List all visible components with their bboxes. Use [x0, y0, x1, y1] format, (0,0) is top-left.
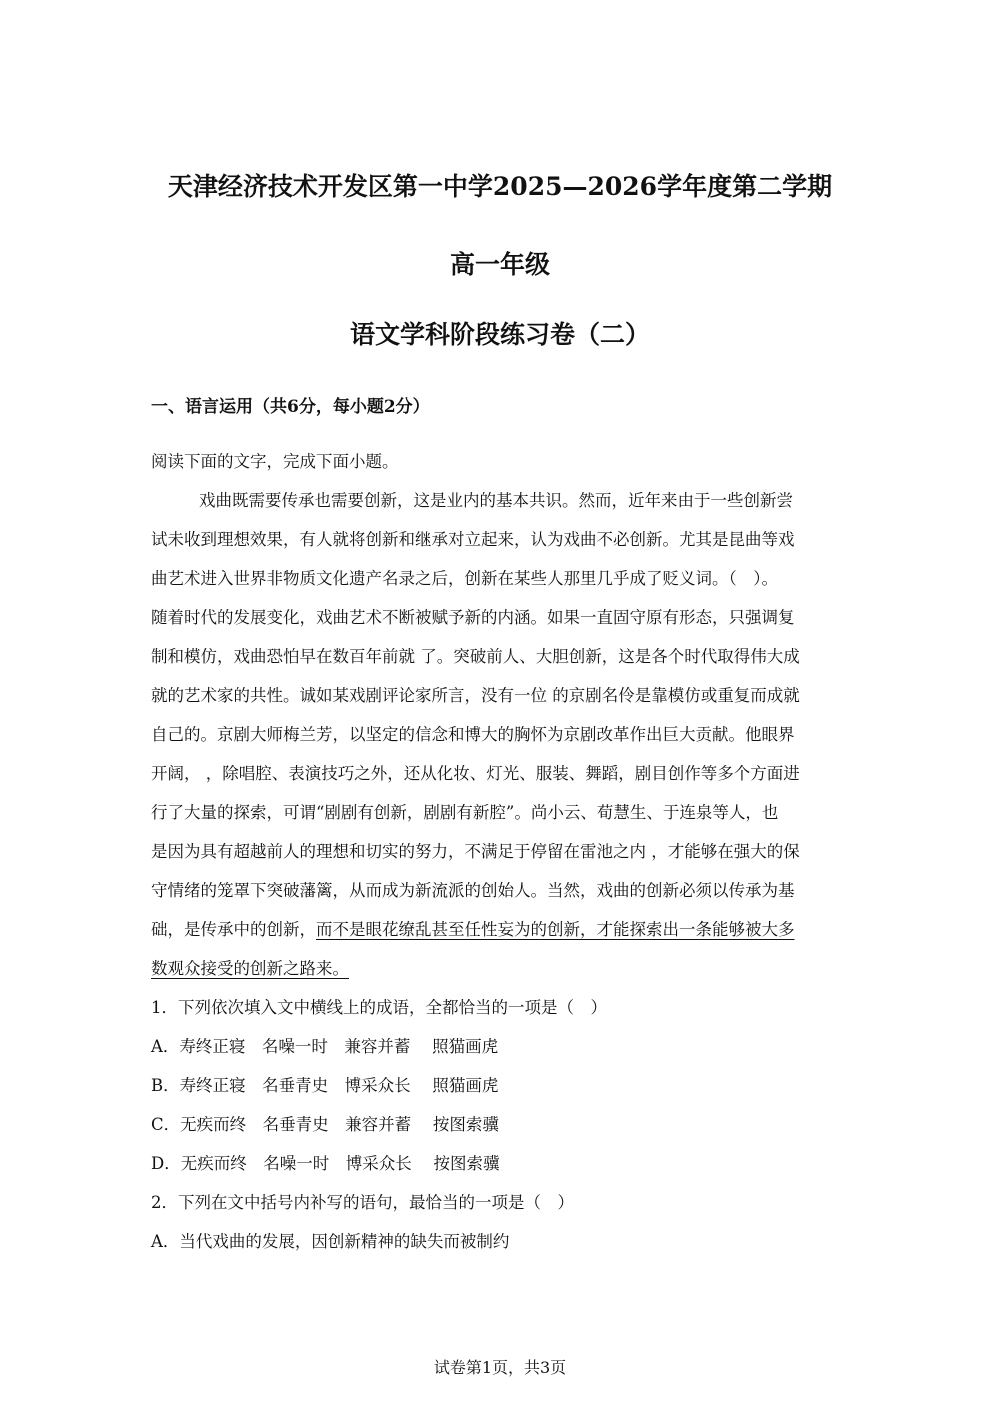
underlined-sentence: 数观众接受的创新之路来。 [151, 959, 349, 978]
question-1-option-c: C．无疾而终 名垂青史 兼容并蓄 按图索骥 [151, 1115, 499, 1134]
passage-line: 自己的。京剧大师梅兰芳，以坚定的信念和博大的胸怀为京剧改革作出巨大贡献。他眼界 [151, 725, 795, 744]
page-footer: 试卷第1页，共3页 [433, 1358, 567, 1377]
passage-line: 试未收到理想效果，有人就将创新和继承对立起来，认为戏曲不必创新。尤其是昆曲等戏 [151, 530, 795, 549]
question-2-stem: 2．下列在文中括号内补写的语句，最恰当的一项是（ ） [151, 1193, 574, 1212]
passage-line: 戏曲既需要传承也需要创新，这是业内的基本共识。然而，近年来由于一些创新尝 [199, 491, 793, 510]
question-1-stem: 1．下列依次填入文中横线上的成语，全都恰当的一项是（ ） [151, 998, 607, 1017]
passage-line: 就的艺术家的共性。诚如某戏剧评论家所言，没有一位 的京剧名伶是靠模仿或重复而成就 [151, 686, 800, 705]
passage-line: 随着时代的发展变化，戏曲艺术不断被赋予新的内涵。如果一直固守原有形态，只强调复 [151, 608, 795, 627]
exam-title-subject: 语文学科阶段练习卷（二） [349, 320, 650, 349]
underlined-sentence: 而不是眼花缭乱甚至任性妄为的创新，才能探索出一条能够被大多 [316, 920, 795, 939]
passage-line [151, 917, 851, 943]
exam-title-grade: 高一年级 [449, 250, 550, 279]
question-1-option-a: A．寿终正寝 名噪一时 兼容并蓄 照猫画虎 [151, 1037, 499, 1056]
passage-line: 开阔， ，除唱腔、表演技巧之外，还从化妆、灯光、服装、舞蹈，剧目创作等多个方面进 [151, 764, 800, 783]
passage-line [151, 956, 851, 982]
passage-line: 制和模仿，戏曲恐怕早在数百年前就 了。突破前人、大胆创新，这是各个时代取得伟大成 [151, 647, 800, 666]
question-2-option-a: A．当代戏曲的发展，因创新精神的缺失而被制约 [151, 1232, 510, 1251]
reading-instruction: 阅读下面的文字，完成下面小题。 [151, 452, 399, 471]
passage-text: 础，是传承中的创新， [151, 920, 316, 939]
passage-line: 守情绪的笼罩下突破藩篱，从而成为新流派的创始人。当然，戏曲的创新必须以传承为基 [151, 881, 795, 900]
passage-line: 曲艺术进入世界非物质文化遗产名录之后，创新在某些人那里几乎成了贬义词。（ ）。 [151, 569, 778, 588]
exam-title-school: 天津经济技术开发区第一中学2025—2026学年度第二学期 [167, 172, 833, 201]
section-heading: 一、语言运用（共6分，每小题2分） [151, 397, 430, 417]
question-1-option-d: D．无疾而终 名噪一时 博采众长 按图索骥 [151, 1154, 500, 1173]
passage-line: 行了大量的探索，可谓“剧剧有创新，剧剧有新腔”。尚小云、荀慧生、于连泉等人，也 [151, 803, 779, 822]
question-1-option-b: B．寿终正寝 名垂青史 博采众长 照猫画虎 [151, 1076, 499, 1095]
passage-line: 是因为具有超越前人的理想和切实的努力，不满足于停留在雷池之内 ，才能够在强大的保 [151, 842, 800, 861]
